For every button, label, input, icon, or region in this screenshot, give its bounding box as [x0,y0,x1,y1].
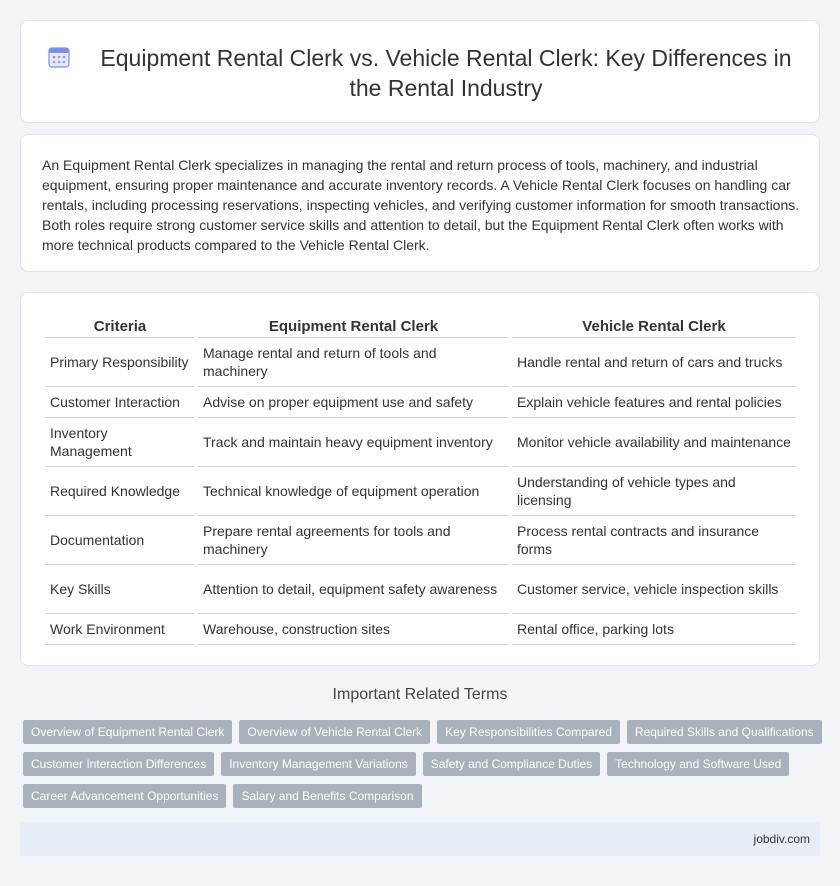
vehicle-cell: Customer service, vehicle inspection skills [512,565,796,614]
header-vehicle-rental-clerk: Vehicle Rental Clerk [512,313,796,338]
table-row [45,418,796,467]
intro-card [20,134,820,272]
vehicle-cell: Explain vehicle features and rental policies [512,387,796,418]
comparison-table-card [20,292,820,666]
table-row [45,516,796,565]
criteria-cell: Documentation [45,516,195,565]
tag-career-advancement-opportunities[interactable]: Career Advancement Opportunities [23,784,226,808]
intro-paragraph: An Equipment Rental Clerk specializes in managing the rental and return process of tools, machinery, and industrial equipment, ensuring proper maintenance and accurate inventory records. A Vehicle Rental Clerk focuses on handling car rentals, including processing reservations, inspecting vehicles, and verifying customer information for smooth transactions. Both roles require strong customer service skills and attention to detail, but the Equipment Rental Clerk often works with more technical products compared to the Vehicle Rental Clerk. [42,157,800,253]
vehicle-cell: Understanding of vehicle types and licensing [512,467,796,516]
table-row [45,467,796,516]
tag-salary-benefits-comparison[interactable]: Salary and Benefits Comparison [233,784,421,808]
vehicle-cell: Handle rental and return of cars and trucks [512,338,796,387]
tag-key-responsibilities-compared[interactable]: Key Responsibilities Compared [437,720,620,744]
tag-customer-interaction-differences[interactable]: Customer Interaction Differences [23,752,214,776]
table-row [45,614,796,645]
equipment-cell: Advise on proper equipment use and safety [198,387,509,418]
table-row [45,387,796,418]
criteria-cell: Inventory Management [45,418,195,467]
table-header-row [45,313,796,338]
criteria-cell: Customer Interaction [45,387,195,418]
footer-site-link[interactable]: jobdiv.com [753,832,810,846]
page-title: Equipment Rental Clerk vs. Vehicle Rental Clerk: Key Differences in the Rental Industry [100,45,792,101]
related-terms-tags [23,720,823,816]
vehicle-cell: Monitor vehicle availability and maintenance [512,418,796,467]
equipment-cell: Prepare rental agreements for tools and machinery [198,516,509,565]
equipment-cell: Track and maintain heavy equipment inventory [198,418,509,467]
header-equipment-rental-clerk: Equipment Rental Clerk [198,313,509,338]
equipment-cell: Technical knowledge of equipment operation [198,467,509,516]
footer [20,822,820,856]
criteria-cell: Required Knowledge [45,467,195,516]
vehicle-cell: Process rental contracts and insurance forms [512,516,796,565]
tag-row [23,752,823,776]
title-row [21,43,819,103]
related-terms-title: Important Related Terms [332,686,508,703]
calendar-icon [47,45,71,69]
equipment-cell: Attention to detail, equipment safety awareness [198,565,509,614]
tag-technology-software-used[interactable]: Technology and Software Used [607,752,789,776]
table-row [45,565,796,614]
tag-safety-compliance-duties[interactable]: Safety and Compliance Duties [423,752,600,776]
header-card [20,20,820,123]
tag-row [23,720,823,744]
equipment-cell: Warehouse, construction sites [198,614,509,645]
tag-overview-vehicle-rental-clerk[interactable]: Overview of Vehicle Rental Clerk [239,720,430,744]
tag-required-skills-qualifications[interactable]: Required Skills and Qualifications [627,720,822,744]
criteria-cell: Key Skills [45,565,195,614]
tag-overview-equipment-rental-clerk[interactable]: Overview of Equipment Rental Clerk [23,720,232,744]
header-criteria: Criteria [45,313,195,338]
tag-inventory-management-variations[interactable]: Inventory Management Variations [221,752,416,776]
tag-row [23,784,823,808]
vehicle-cell: Rental office, parking lots [512,614,796,645]
table-row [45,338,796,387]
criteria-cell: Primary Responsibility [45,338,195,387]
criteria-cell: Work Environment [45,614,195,645]
equipment-cell: Manage rental and return of tools and machinery [198,338,509,387]
comparison-table [42,313,799,645]
